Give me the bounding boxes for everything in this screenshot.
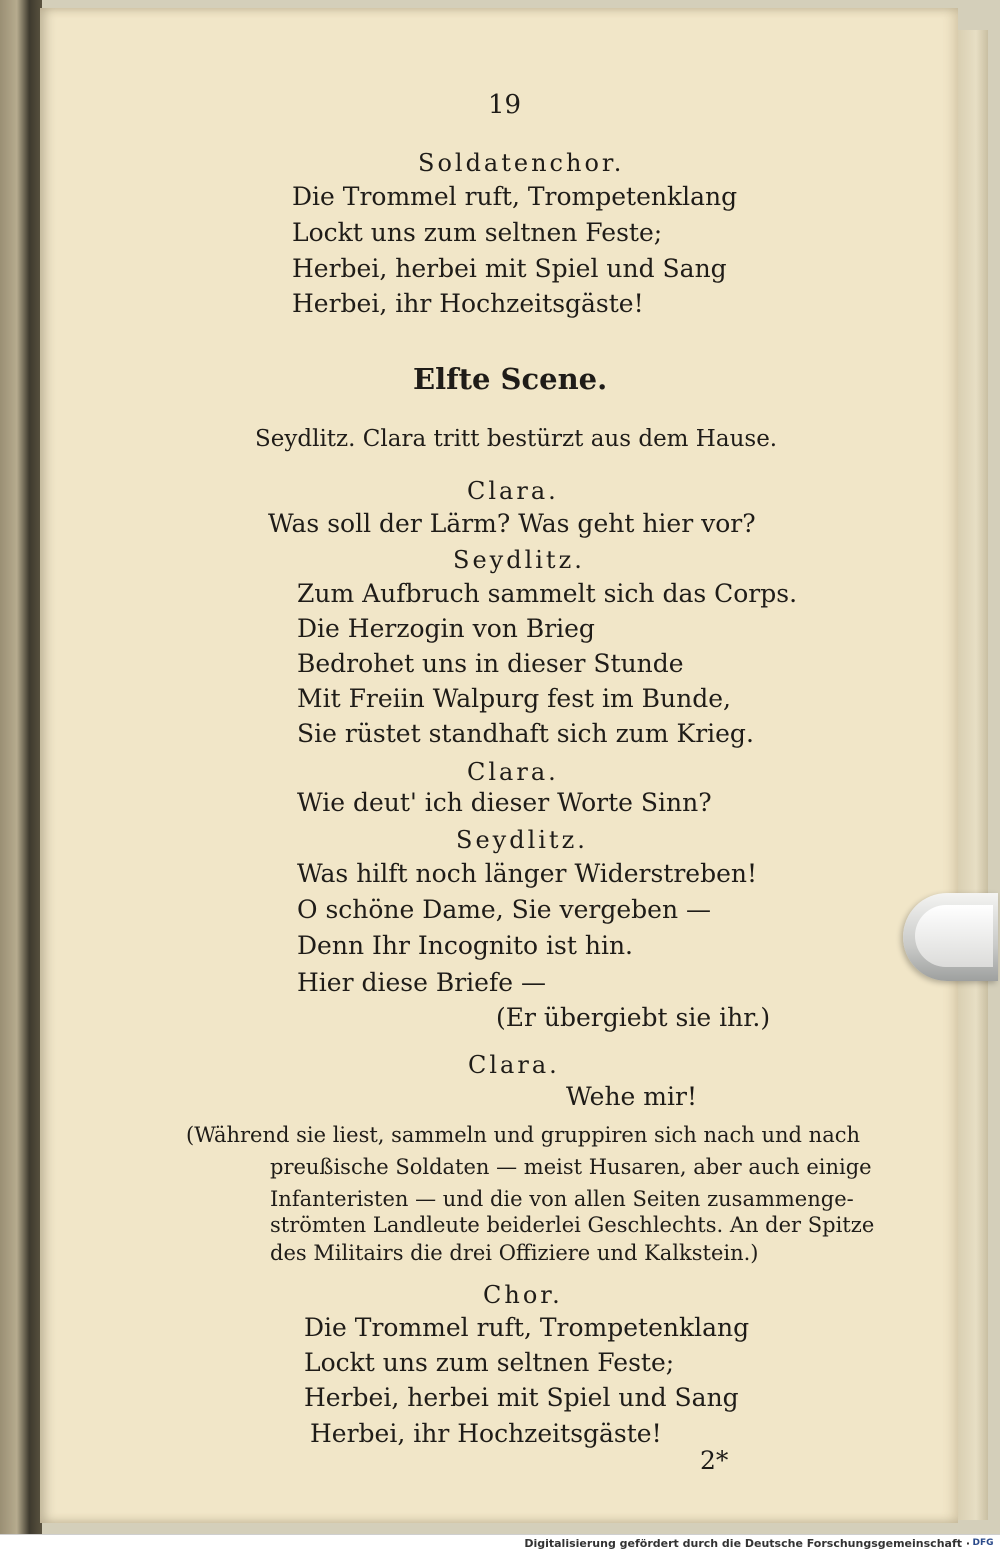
- verse-line: Mit Freiin Walpurg fest im Bunde,: [297, 684, 731, 713]
- speaker-clara: Clara.: [467, 477, 559, 505]
- verse-line: Lockt uns zum seltnen Feste;: [292, 218, 663, 247]
- scene-heading: Elfte Scene.: [413, 362, 608, 396]
- speaker-clara: Clara.: [468, 1051, 560, 1079]
- verse-line: Hier diese Briefe —: [297, 968, 546, 997]
- verse-line: Die Herzogin von Brieg: [297, 614, 595, 643]
- speaker-seydlitz: Seydlitz.: [453, 546, 585, 574]
- page-stack-edge: [958, 30, 988, 1520]
- verse-line: Wehe mir!: [566, 1082, 697, 1111]
- speaker-soldatenchor: Soldatenchor.: [418, 149, 625, 177]
- verse-line: Lockt uns zum seltnen Feste;: [304, 1348, 675, 1377]
- stage-direction: des Militairs die drei Offiziere und Kalkstein.): [270, 1241, 759, 1265]
- stage-direction: Infanteristen — und die von allen Seiten zusammenge-: [270, 1187, 854, 1211]
- page-number: 19: [488, 90, 522, 120]
- verse-line: Herbei, ihr Hochzeitsgäste!: [310, 1419, 662, 1448]
- verse-line: Was soll der Lärm? Was geht hier vor?: [268, 509, 756, 538]
- verse-line: Herbei, ihr Hochzeitsgäste!: [292, 289, 644, 318]
- footer-credit: Digitalisierung gefördert durch die Deutsche Forschungsgemeinschaft ·: [524, 1537, 970, 1550]
- stage-direction: strömten Landleute beiderlei Geschlechts. An der Spitze: [270, 1213, 875, 1237]
- verse-line: Was hilft noch länger Widerstreben!: [297, 859, 758, 888]
- stage-direction: (Er übergiebt sie ihr.): [496, 1003, 771, 1032]
- paper-clip-inner: [915, 905, 993, 967]
- speaker-chor: Chor.: [483, 1281, 563, 1309]
- stage-direction: preußische Soldaten — meist Husaren, aber auch einige: [270, 1155, 872, 1179]
- verse-line: Wie deut' ich dieser Worte Sinn?: [297, 788, 712, 817]
- stage-direction: (Während sie liest, sammeln und gruppiren sich nach und nach: [186, 1123, 860, 1147]
- verse-line: O schöne Dame, Sie vergeben —: [297, 895, 711, 924]
- verse-line: Herbei, herbei mit Spiel und Sang: [292, 254, 727, 283]
- verse-line: Zum Aufbruch sammelt sich das Corps.: [297, 579, 798, 608]
- book-spine-edge: [0, 0, 42, 1534]
- stage-direction: Seydlitz. Clara tritt bestürzt aus dem Hause.: [255, 426, 778, 452]
- verse-line: Sie rüstet standhaft sich zum Krieg.: [297, 719, 754, 748]
- verse-line: Bedrohet uns in dieser Stunde: [297, 649, 684, 678]
- verse-line: Denn Ihr Incognito ist hin.: [297, 931, 633, 960]
- speaker-seydlitz: Seydlitz.: [456, 826, 588, 854]
- signature-mark: 2*: [700, 1446, 729, 1475]
- verse-line: Herbei, herbei mit Spiel und Sang: [304, 1383, 739, 1412]
- dfg-logo: DFG: [972, 1538, 994, 1548]
- speaker-clara: Clara.: [467, 758, 559, 786]
- verse-line: Die Trommel ruft, Trompetenklang: [304, 1313, 750, 1342]
- verse-line: Die Trommel ruft, Trompetenklang: [292, 182, 738, 211]
